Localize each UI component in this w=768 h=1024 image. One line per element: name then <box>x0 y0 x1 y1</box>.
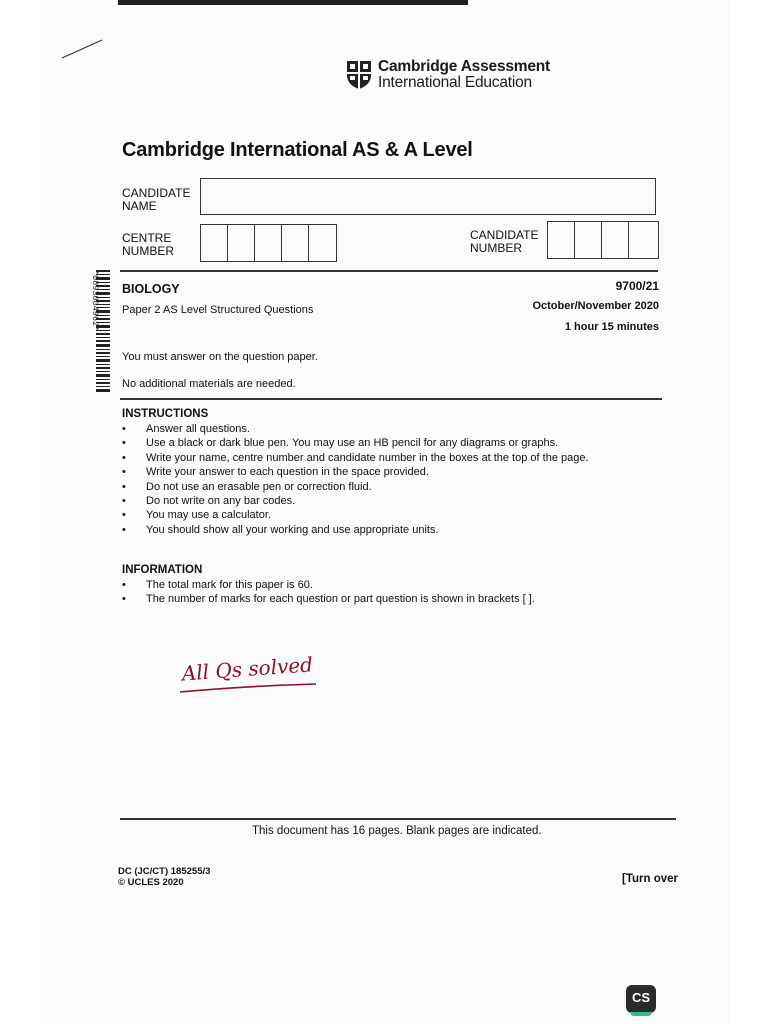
divider-bottom <box>120 818 676 820</box>
information-heading: INFORMATION <box>122 564 203 576</box>
top-edge-strip <box>118 0 468 5</box>
logo-line-2: International Education <box>378 74 532 91</box>
qualification-title: Cambridge International AS & A Level <box>122 139 473 161</box>
candidate-number-cell[interactable] <box>548 222 575 258</box>
information-item: • The number of marks for each question or part question is shown in brackets [ ]. <box>122 592 535 606</box>
candidate-name-label-line2: NAME <box>122 199 157 213</box>
camscanner-badge[interactable]: CS <box>626 985 656 1013</box>
paper-title: Paper 2 AS Level Structured Questions <box>122 304 314 316</box>
answer-note: You must answer on the question paper. <box>122 351 318 363</box>
candidate-number-field[interactable] <box>547 221 659 259</box>
exam-duration: 1 hour 15 minutes <box>564 321 659 333</box>
instructions-list <box>122 422 589 537</box>
candidate-number-cell[interactable] <box>575 222 602 258</box>
instruction-item: • Use a black or dark blue pen. You may use an HB pencil for any diagrams or graphs. <box>122 436 589 450</box>
instructions-heading: INSTRUCTIONS <box>122 408 209 420</box>
copyright-line: © UCLES 2020 <box>118 877 184 888</box>
candidate-number-label <box>470 229 538 255</box>
shield-icon <box>346 60 372 90</box>
handwritten-note <box>176 648 326 698</box>
centre-number-cell[interactable] <box>228 225 255 261</box>
pen-stroke-mark <box>58 36 106 64</box>
information-list <box>122 578 535 607</box>
candidate-name-label <box>122 187 190 213</box>
candidate-number-label-line2: NUMBER <box>470 241 523 255</box>
centre-number-label-line1: CENTRE <box>122 231 172 245</box>
centre-number-cell[interactable] <box>309 225 336 261</box>
centre-number-label <box>122 232 174 258</box>
page-count-note: This document has 16 pages. Blank pages are indicated. <box>252 825 542 837</box>
instruction-item: • Do not use an erasable pen or correction fluid. <box>122 480 589 494</box>
document-reference <box>118 866 210 888</box>
candidate-name-label-line1: CANDIDATE <box>122 186 191 200</box>
logo-line-1: Cambridge Assessment <box>378 58 551 75</box>
centre-number-label-line2: NUMBER <box>122 244 175 258</box>
instruction-item: • Do not write on any bar codes. <box>122 494 589 508</box>
centre-number-field[interactable] <box>200 224 337 262</box>
candidate-number-cell[interactable] <box>602 222 629 258</box>
syllabus-code: 9700/21 <box>615 279 659 293</box>
candidate-name-field[interactable] <box>200 178 656 215</box>
instruction-item: • Write your name, centre number and candidate number in the boxes at the top of the page. <box>122 451 589 465</box>
exam-session: October/November 2020 <box>532 300 659 312</box>
instruction-item: • You may use a calculator. <box>122 508 589 522</box>
materials-note: No additional materials are needed. <box>122 378 296 390</box>
candidate-number-label-line1: CANDIDATE <box>470 228 539 242</box>
divider-middle <box>120 398 662 400</box>
instruction-item: • You should show all your working and use appropriate units. <box>122 523 589 537</box>
centre-number-cell[interactable] <box>201 225 228 261</box>
cambridge-logo <box>346 59 550 91</box>
divider-top <box>120 270 658 272</box>
barcode <box>84 270 112 394</box>
centre-number-cell[interactable] <box>282 225 309 261</box>
candidate-number-cell[interactable] <box>629 222 658 258</box>
instruction-item: • Answer all questions. <box>122 422 589 436</box>
centre-number-cell[interactable] <box>255 225 282 261</box>
handwritten-note-text: All Qs solved <box>181 652 314 686</box>
turn-over-label: [Turn over <box>622 873 679 885</box>
information-item: • The total mark for this paper is 60. <box>122 578 535 592</box>
barcode-number: *0893004962* <box>90 270 100 332</box>
subject-title: BIOLOGY <box>122 282 180 296</box>
reference-code: DC (JC/CT) 185255/3 <box>118 866 211 877</box>
instruction-item: • Write your answer to each question in the space provided. <box>122 465 589 479</box>
